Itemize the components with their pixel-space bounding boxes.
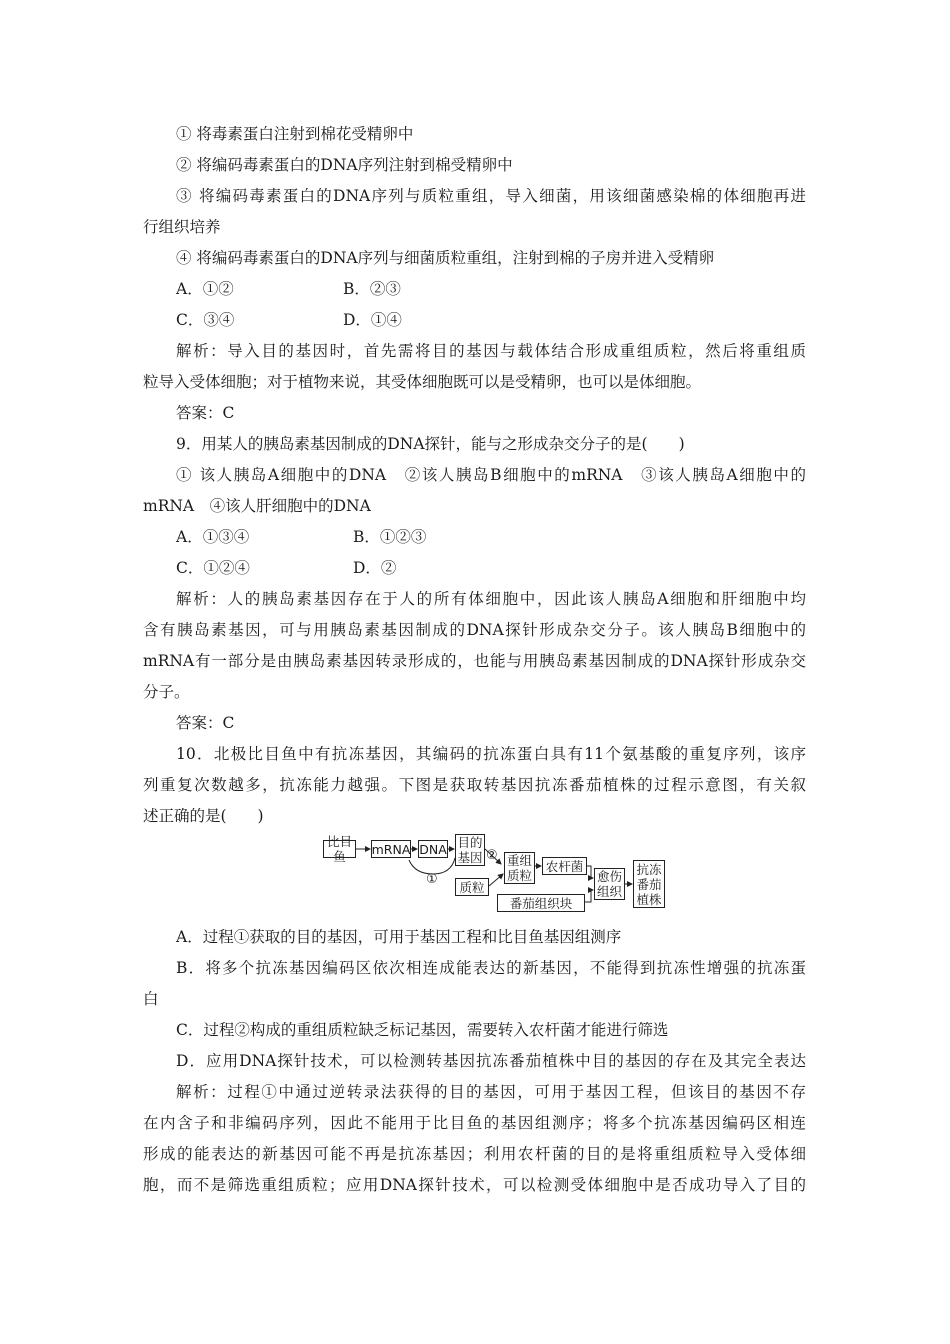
q8-answer: 答案：C bbox=[176, 404, 235, 422]
node-callus-line1: 愈伤 bbox=[596, 869, 622, 884]
process-diagram bbox=[323, 834, 668, 914]
arrow-tissue-callus bbox=[585, 890, 593, 902]
step-2-label: ② bbox=[486, 848, 498, 863]
node-target-gene bbox=[455, 834, 485, 866]
node-recomb-line2: 质粒 bbox=[506, 868, 532, 883]
q9-explanation-2: 含有胰岛素基因，可与用胰岛素基因制成的DNA探针形成杂交分子。该人胰岛B细胞中的 bbox=[143, 621, 806, 639]
q9-stem: 9．用某人的胰岛素基因制成的DNA探针，能与之形成杂交分子的是( ) bbox=[176, 435, 685, 453]
node-flatfish: 比目鱼 bbox=[323, 840, 356, 858]
arrow-plasmid-recomb bbox=[489, 874, 503, 886]
q10-explanation-3: 形成的能表达的新基因可能不再是抗冻基因；利用农杆菌的目的是将重组质粒导入受体细 bbox=[143, 1145, 806, 1163]
node-tomato-tissue: 番茄组织块 bbox=[497, 894, 585, 912]
q9-items-1: ① 该人胰岛A细胞中的DNA ②该人胰岛B细胞中的mRNA ③该人胰岛A细胞中的 bbox=[176, 466, 806, 484]
q10-option-a: A．过程①获取的目的基因，可用于基因工程和比目鱼基因组测序 bbox=[176, 928, 622, 946]
node-recomb-line1: 重组 bbox=[506, 853, 532, 868]
node-plant-line2: 番茄 bbox=[636, 876, 662, 892]
node-mrna: mRNA bbox=[371, 841, 411, 857]
q8-statement-3a: ③ 将编码毒素蛋白的DNA序列与质粒重组，导入细菌，用该细菌感染棉的体细胞再进 bbox=[176, 187, 806, 205]
q10-stem-2: 列重复次数越多，抗冻能力越强。下图是获取转基因抗冻番茄植株的过程示意图，有关叙 bbox=[143, 776, 806, 794]
q10-explanation-2: 在内含子和非编码序列，因此不能用于比目鱼的基因组测序；将多个抗冻基因编码区相连 bbox=[143, 1114, 806, 1132]
q10-explanation-1: 解析：过程①中通过逆转录法获得的目的基因，可用于基因工程，但该目的基因不存 bbox=[176, 1083, 806, 1101]
q9-option-a: A．①③④ bbox=[176, 528, 250, 546]
q8-explanation-2: 粒导入受体细胞；对于植物来说，其受体细胞既可以是受精卵，也可以是体细胞。 bbox=[143, 373, 702, 391]
node-antifreeze-tomato bbox=[633, 860, 665, 908]
q8-statement-4: ④ 将编码毒素蛋白的DNA序列与细菌质粒重组，注射到棉的子房并进入受精卵 bbox=[176, 249, 715, 267]
q8-option-a: A．①② bbox=[176, 280, 234, 298]
node-plant-line1: 抗冻 bbox=[636, 861, 662, 877]
q10-option-d: D．应用DNA探针技术，可以检测转基因抗冻番茄植株中目的基因的存在及其完全表达 bbox=[176, 1052, 806, 1070]
q10-stem-1: 10．北极比目鱼中有抗冻基因，其编码的抗冻蛋白具有11个氨基酸的重复序列，该序 bbox=[176, 745, 806, 763]
q8-statement-2: ② 将编码毒素蛋白的DNA序列注射到棉受精卵中 bbox=[176, 156, 513, 174]
q10-explanation-4: 胞，而不是筛选重组质粒；应用DNA探针技术，可以检测受体细胞中是否成功导入了目的 bbox=[143, 1176, 806, 1194]
node-plasmid: 质粒 bbox=[455, 878, 489, 896]
q10-option-b-2: 白 bbox=[143, 990, 159, 1008]
node-agrobacterium: 农杆菌 bbox=[542, 857, 587, 875]
q10-stem-3: 述正确的是( ) bbox=[143, 807, 264, 825]
node-dna: DNA bbox=[419, 841, 447, 857]
node-recombinant-plasmid bbox=[504, 852, 535, 884]
node-plant-line3: 植株 bbox=[636, 891, 662, 907]
q10-option-b-1: B．将多个抗冻基因编码区依次相连成能表达的新基因，不能得到抗冻性增强的抗冻蛋 bbox=[176, 959, 806, 977]
q9-explanation-1: 解析：人的胰岛素基因存在于人的所有体细胞中，因此该人胰岛A细胞和肝细胞中均 bbox=[176, 590, 806, 608]
q8-option-b: B．②③ bbox=[343, 280, 401, 298]
q9-explanation-3: mRNA有一部分是由胰岛素基因转录形成的，也能与用胰岛素基因制成的DNA探针形成杂交 bbox=[143, 652, 806, 670]
node-target-gene-line2: 基因 bbox=[457, 850, 483, 865]
q8-statement-1: ① 将毒素蛋白注射到棉花受精卵中 bbox=[176, 125, 414, 143]
q9-option-b: B．①②③ bbox=[353, 528, 427, 546]
q8-option-d: D．①④ bbox=[343, 311, 402, 329]
step-1-label: ① bbox=[426, 872, 438, 887]
q10-option-c: C．过程②构成的重组质粒缺乏标记基因，需要转入农杆菌才能进行筛选 bbox=[176, 1021, 669, 1039]
q9-items-2: mRNA ④该人肝细胞中的DNA bbox=[143, 497, 371, 515]
q8-explanation-1: 解析：导入目的基因时，首先需将目的基因与载体结合形成重组质粒，然后将重组质 bbox=[176, 342, 806, 360]
q8-option-c: C．③④ bbox=[176, 311, 235, 329]
node-callus bbox=[594, 868, 625, 900]
q9-answer: 答案：C bbox=[176, 714, 235, 732]
q9-option-c: C．①②④ bbox=[176, 559, 250, 577]
node-target-gene-line1: 目的 bbox=[457, 835, 483, 850]
q9-option-d: D．② bbox=[353, 559, 397, 577]
q9-explanation-4: 分子。 bbox=[143, 683, 190, 701]
arrow-agro-callus bbox=[587, 866, 593, 878]
node-callus-line2: 组织 bbox=[596, 884, 622, 899]
q8-statement-3b: 行组织培养 bbox=[143, 218, 221, 236]
